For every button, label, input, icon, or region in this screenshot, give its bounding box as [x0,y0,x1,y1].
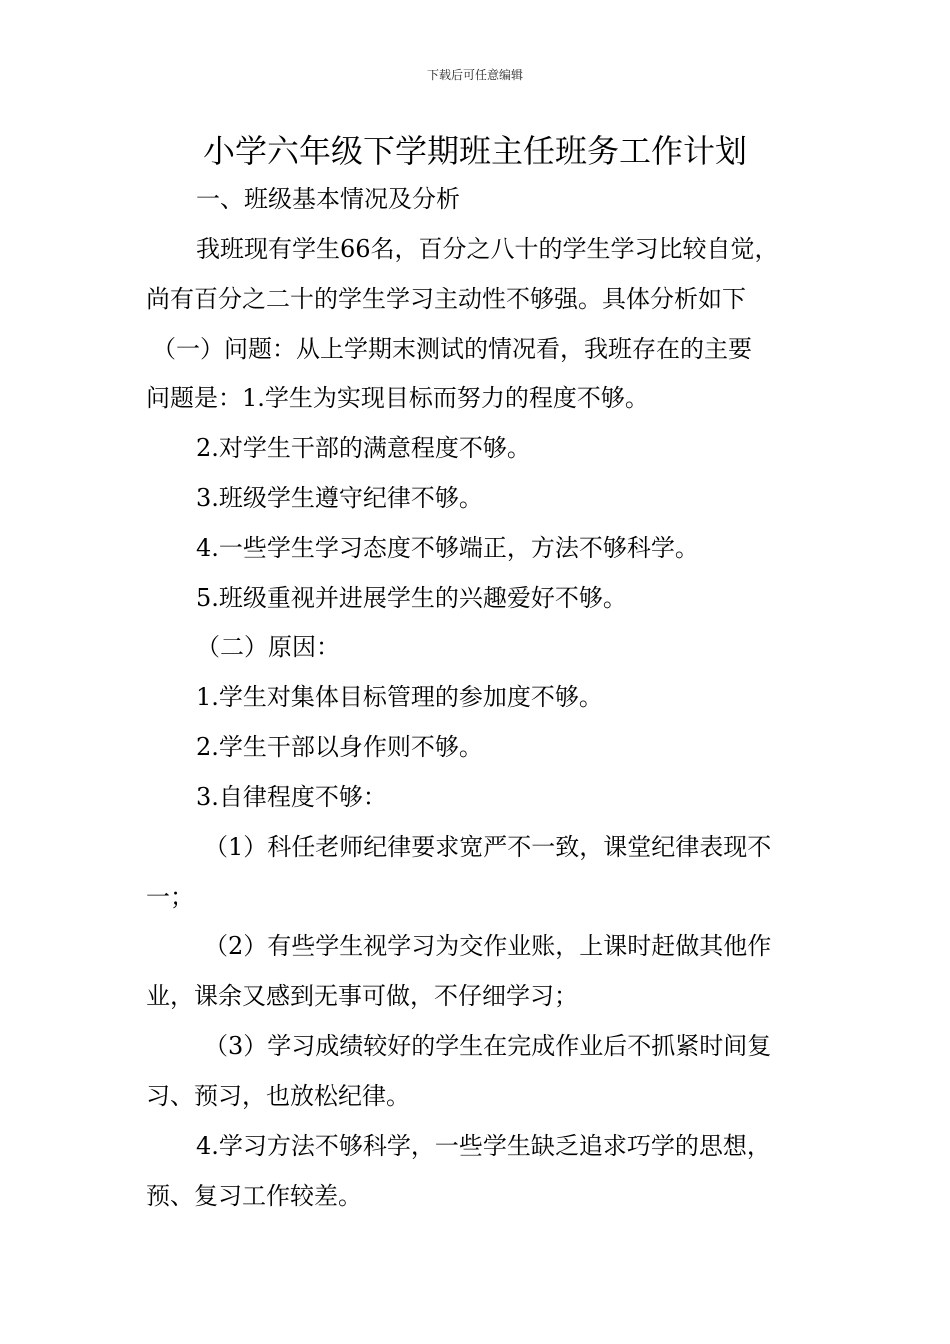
paragraph-line: （2）有些学生视学习为交作业账，上课时赶做其他作 [204,932,772,960]
paragraph-line: （一）问题：从上学期末测试的情况看，我班存在的主要 [152,335,752,363]
list-item: 2.学生干部以身作则不够。 [196,733,483,761]
paragraph-line: 尚有百分之二十的学生学习主动性不够强。具体分析如下 [146,285,746,313]
list-item: 5.班级重视并进展学生的兴趣爱好不够。 [196,584,627,612]
list-item: 3.班级学生遵守纪律不够。 [196,484,483,512]
paragraph-line: （3）学习成绩较好的学生在完成作业后不抓紧时间复 [204,1032,772,1060]
document-title: 小学六年级下学期班主任班务工作计划 [202,132,747,170]
list-item: 4.一些学生学习态度不够端正，方法不够科学。 [196,534,699,562]
list-item: 1.学生对集体目标管理的参加度不够。 [196,683,603,711]
list-item: 3.自律程度不够： [196,783,387,811]
paragraph-line: （1）科任老师纪律要求宽严不一致，课堂纪律表现不 [204,833,772,861]
header-note: 下载后可任意编辑 [426,68,523,82]
paragraph-line: 一； [146,883,194,911]
subsection-heading: （二）原因： [196,633,340,661]
paragraph-line: 业，课余又感到无事可做，不仔细学习； [146,982,578,1010]
paragraph-line: 我班现有学生66名，百分之八十的学生学习比较自觉， [196,235,779,263]
section-heading: 一、班级基本情况及分析 [196,185,460,213]
paragraph-line: 问题是：1.学生为实现目标而努力的程度不够。 [146,384,649,412]
paragraph-line: 习、预习，也放松纪律。 [146,1082,410,1110]
list-item: 2.对学生干部的满意程度不够。 [196,434,531,462]
paragraph-line: 4.学习方法不够科学，一些学生缺乏追求巧学的思想， [196,1132,771,1160]
paragraph-line: 预、复习工作较差。 [146,1182,362,1210]
